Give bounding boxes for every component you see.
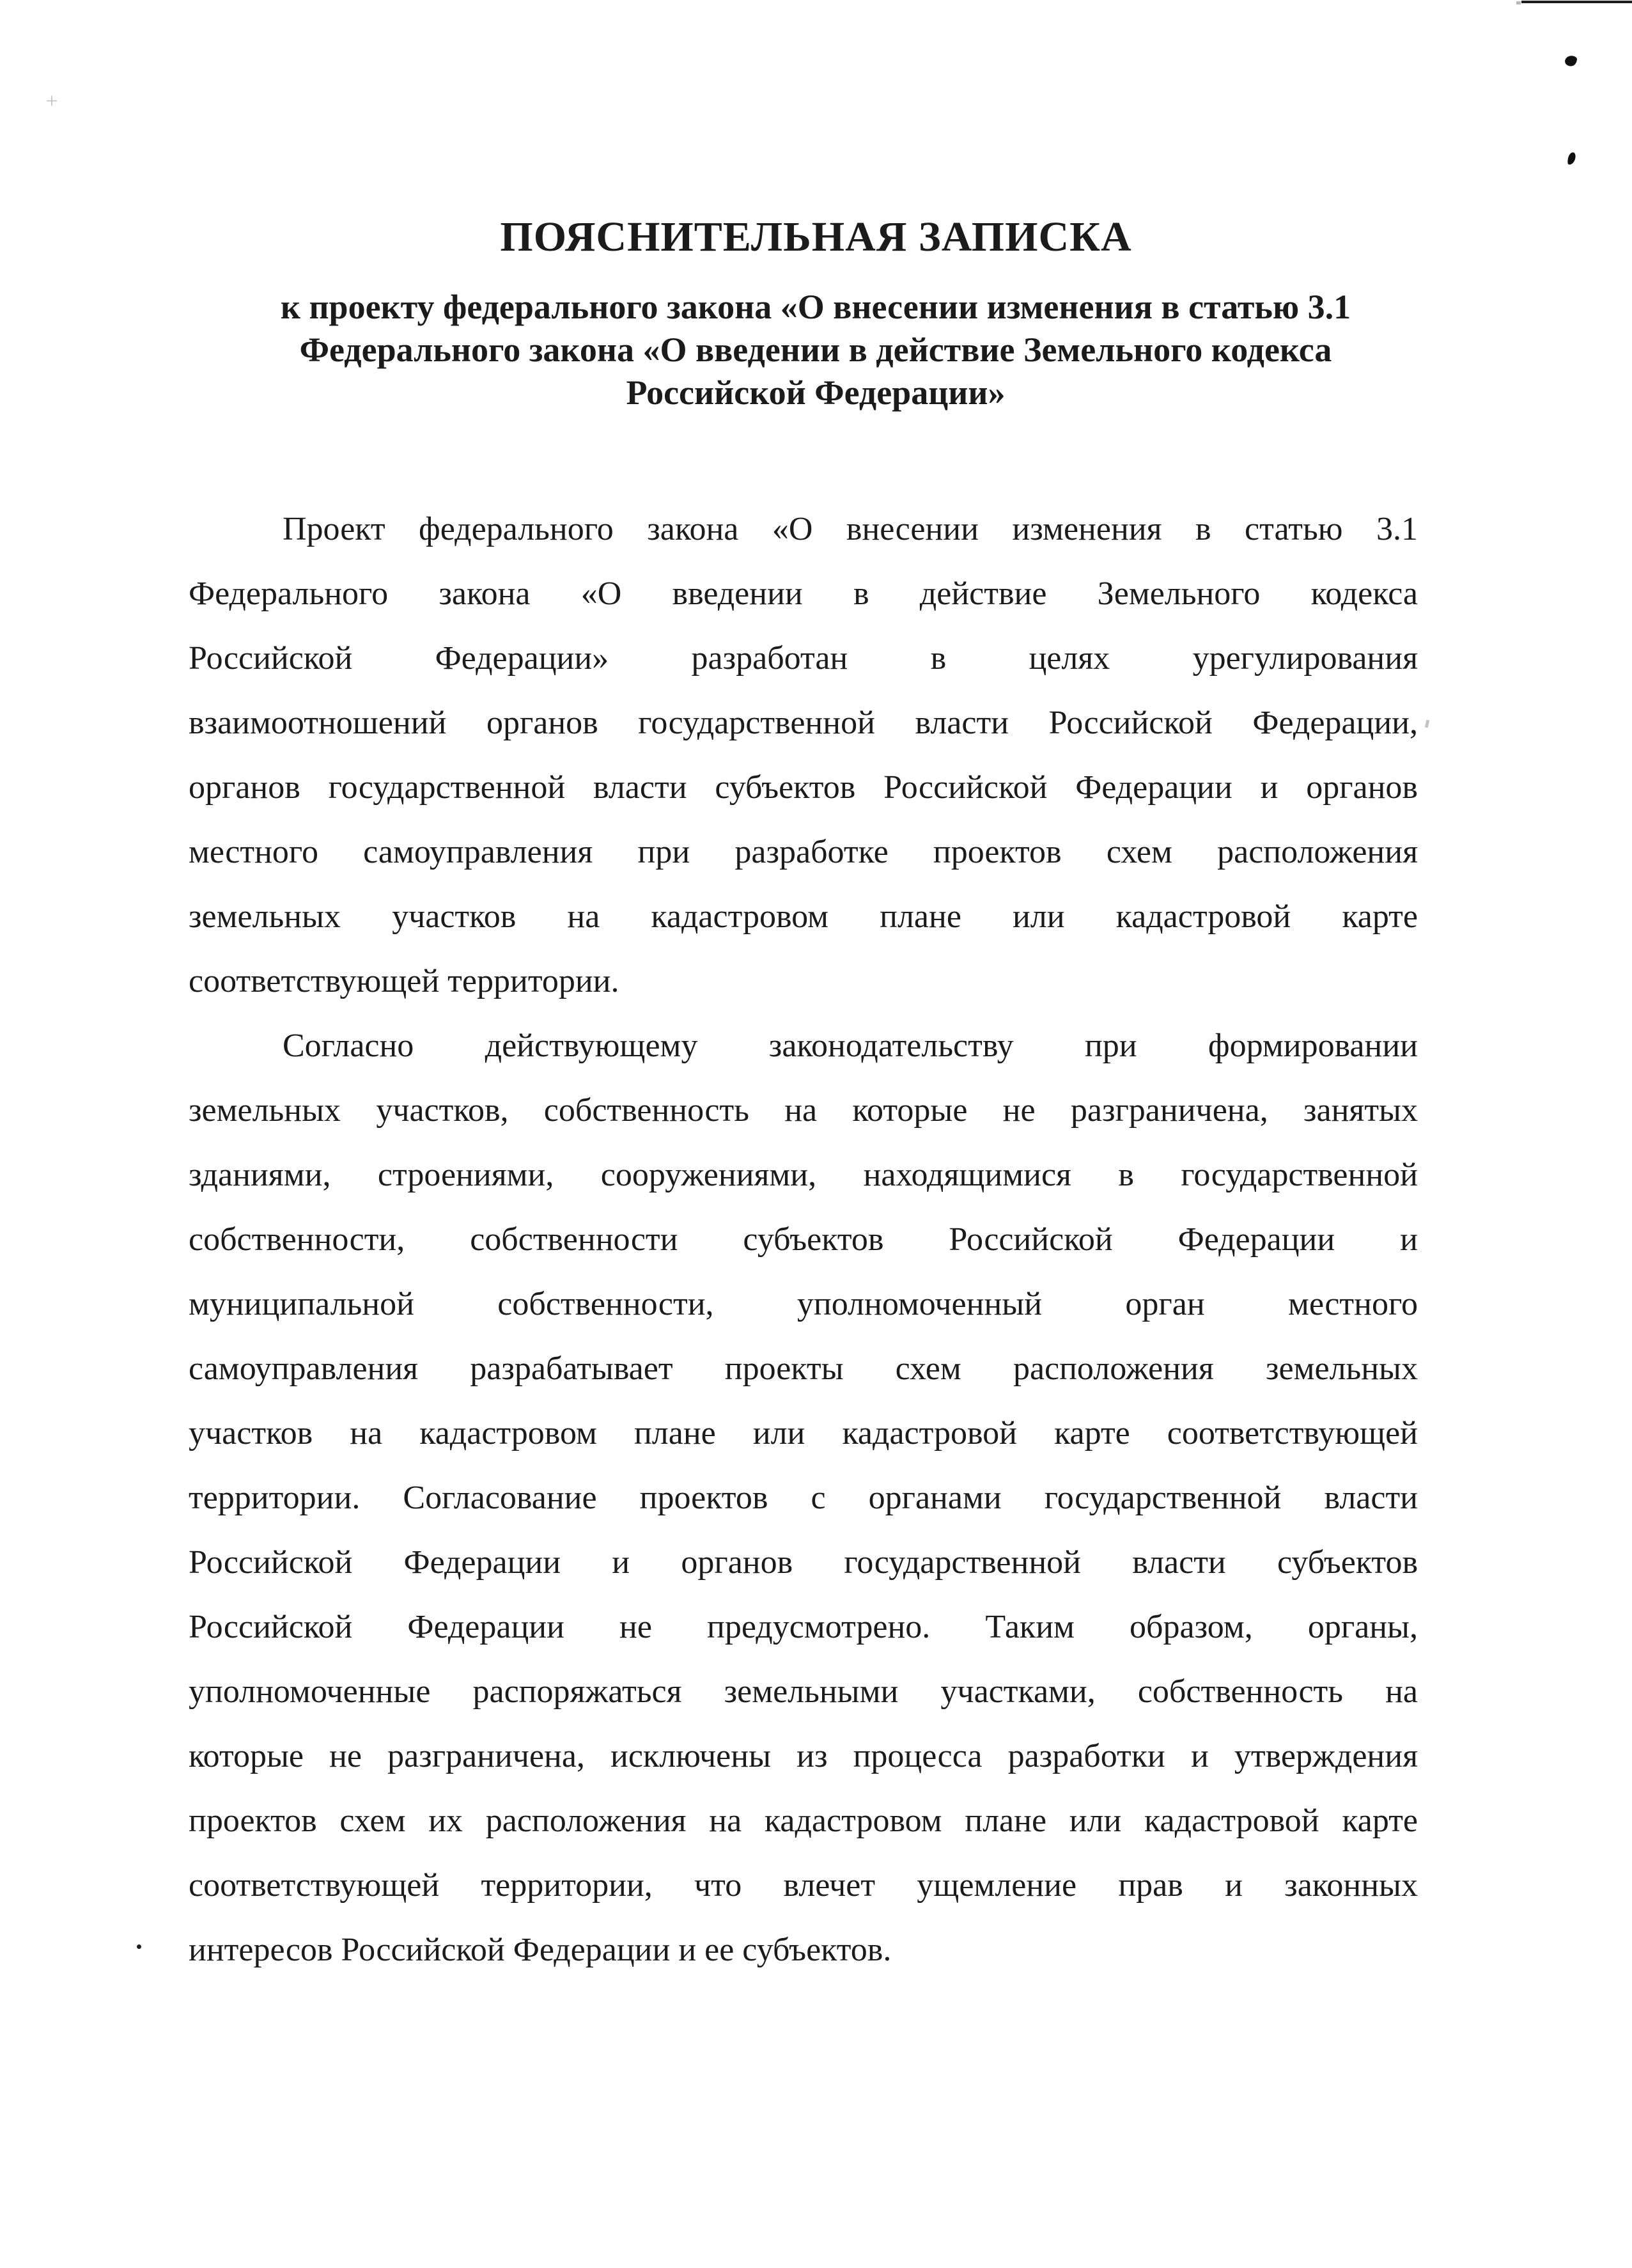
body-line: земельных участков, собственность на которые не разграничена, занятых — [189, 1092, 1418, 1129]
scan-edge-tick — [1516, 1, 1521, 4]
scan-dot-left-margin — [137, 1944, 141, 1949]
body-line: проектов схем их расположения на кадастровом плане или кадастровой карте — [189, 1803, 1418, 1839]
document-title: ПОЯСНИТЕЛЬНАЯ ЗАПИСКА — [500, 214, 1132, 260]
body-line: самоуправления разрабатывает проекты схем расположения земельных — [189, 1350, 1418, 1387]
body-line: Федерального закона «О введении в действие Земельного кодекса — [189, 575, 1418, 612]
scan-speck-top-right — [1563, 53, 1578, 68]
body-line: соответствующей территории. — [189, 963, 619, 999]
body-line: Российской Федерации» разработан в целях урегулирования — [189, 640, 1418, 676]
body-line: интересов Российской Федерации и ее субъектов. — [189, 1932, 892, 1968]
body-line: территории. Согласование проектов с органами государственной власти — [189, 1480, 1418, 1516]
body-line: участков на кадастровом плане или кадастровой карте соответствующей — [189, 1415, 1418, 1451]
body-line: Российской Федерации не предусмотрено. Таким образом, органы, — [189, 1609, 1418, 1645]
subtitle-line: к проекту федерального закона «О внесении изменения в статью 3.1 — [280, 288, 1351, 326]
document-subtitle — [176, 286, 1455, 414]
body-line: Проект федерального закона «О внесении изменения в статью 3.1 — [283, 511, 1418, 547]
body-line: Российской Федерации и органов государственной власти субъектов — [189, 1544, 1418, 1581]
scan-edge-line — [1521, 1, 1632, 3]
scan-faint-tick-right — [1425, 720, 1429, 728]
body-line: взаимоотношений органов государственной власти Российской Федерации, — [189, 705, 1418, 741]
body-line: Согласно действующему законодательству при формировании — [283, 1028, 1418, 1064]
scan-speck-right — [1567, 152, 1577, 166]
body-line: уполномоченные распоряжаться земельными участками, собственность на — [189, 1673, 1418, 1710]
body-line: органов государственной власти субъектов Российской Федерации и органов — [189, 769, 1418, 806]
body-line: муниципальной собственности, уполномоченный орган местного — [189, 1286, 1418, 1322]
body-line: которые не разграничена, исключены из процесса разработки и утверждения — [189, 1738, 1418, 1774]
subtitle-line: Федерального закона «О введении в действие Земельного кодекса — [299, 331, 1332, 369]
body-line: земельных участков на кадастровом плане или кадастровой карте — [189, 898, 1418, 935]
body-line: собственности, собственности субъектов Российской Федерации и — [189, 1221, 1418, 1258]
scan-faint-cross: + — [45, 90, 58, 113]
body-line: местного самоуправления при разработке проектов схем расположения — [189, 834, 1418, 870]
subtitle-line: Российской Федерации» — [626, 373, 1006, 412]
body-line: зданиями, строениями, сооружениями, находящимися в государственной — [189, 1157, 1418, 1193]
body-line: соответствующей территории, что влечет ущемление прав и законных — [189, 1867, 1418, 1904]
document-body — [189, 497, 1418, 1982]
